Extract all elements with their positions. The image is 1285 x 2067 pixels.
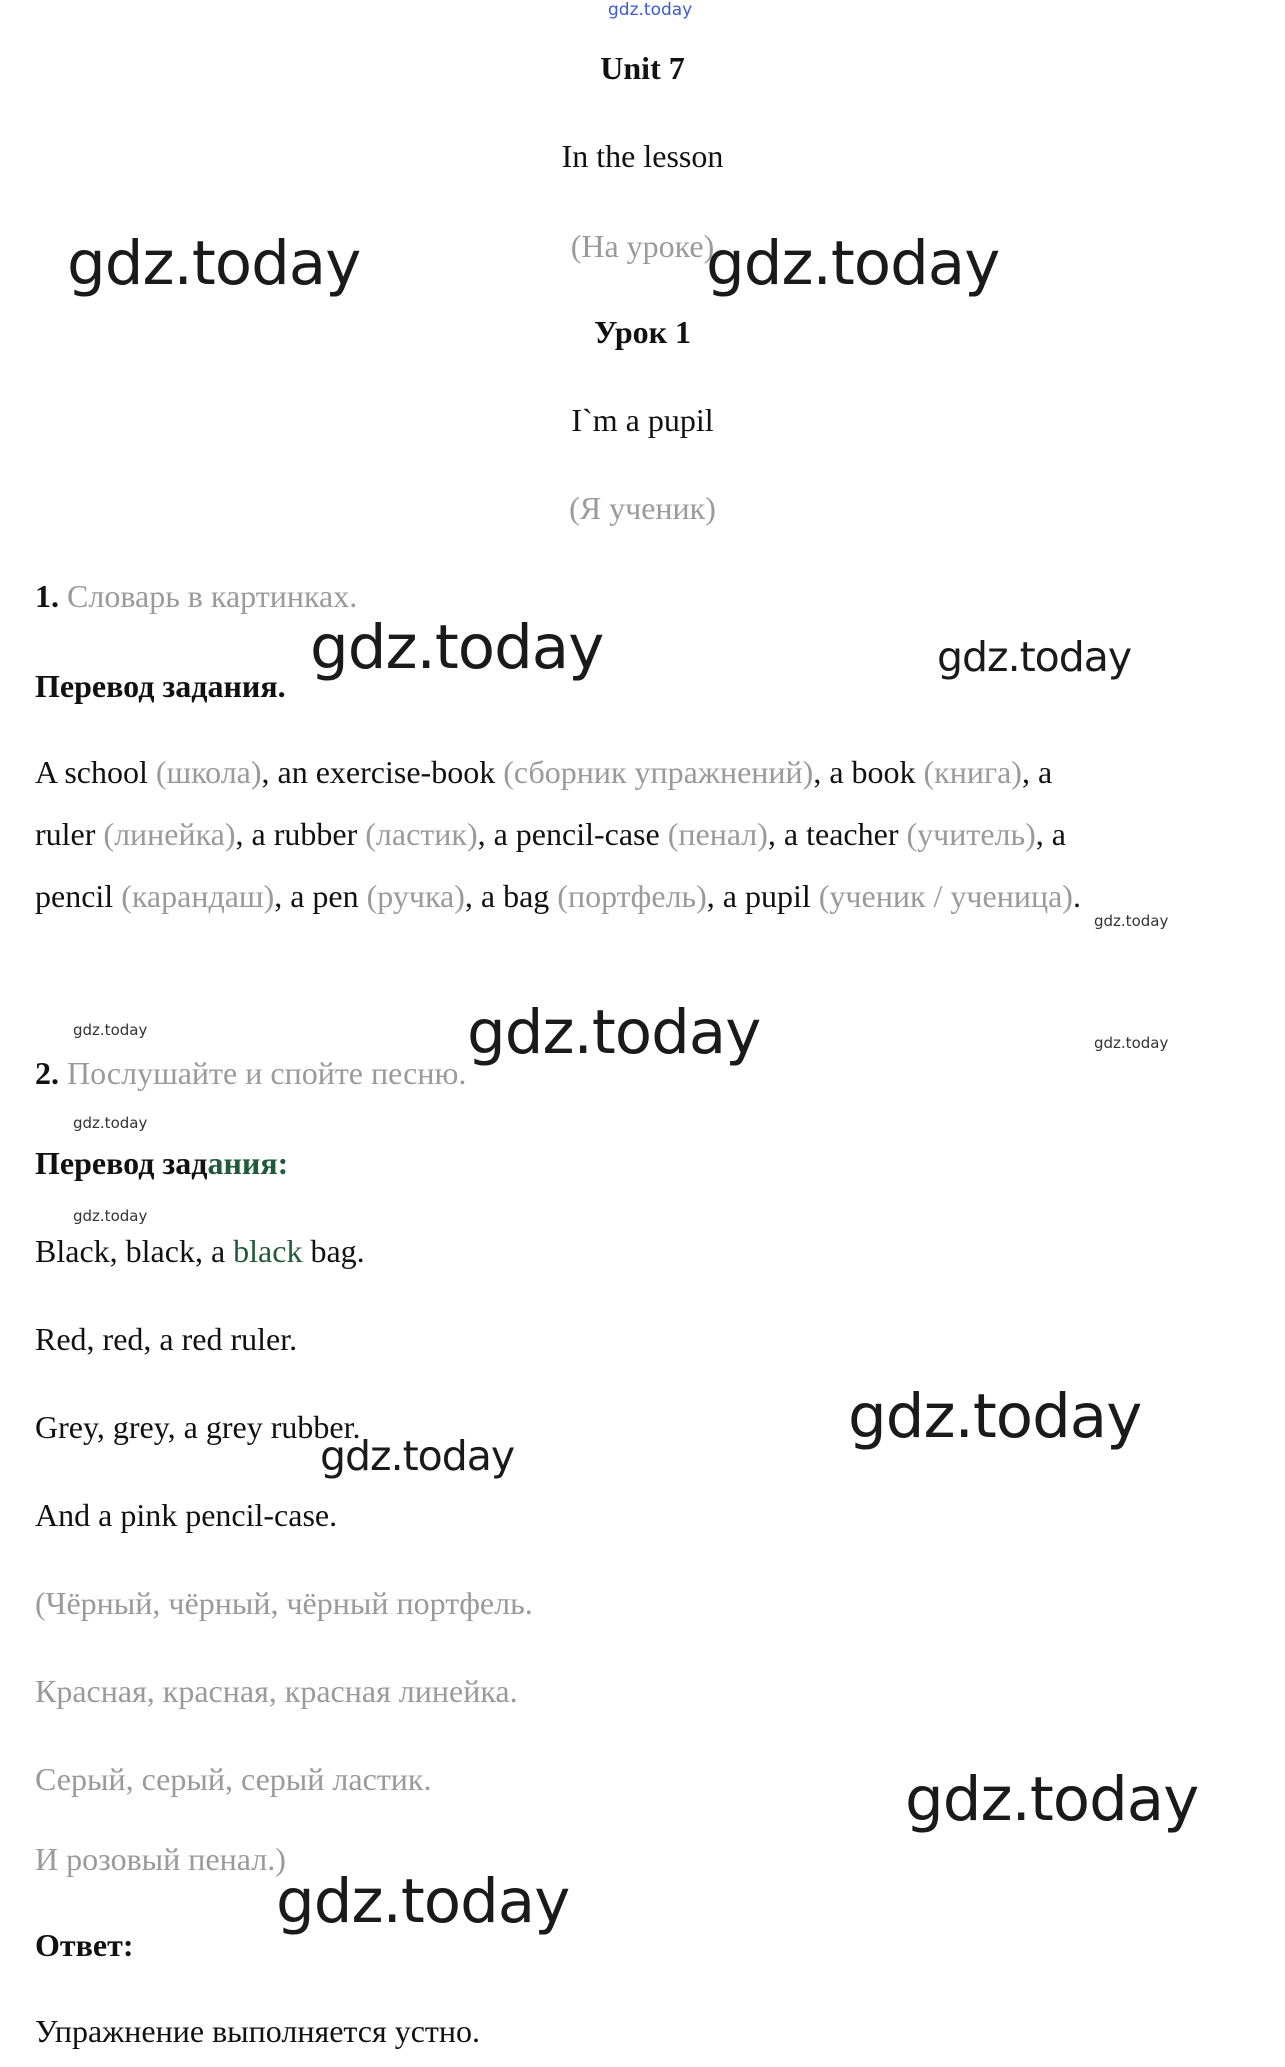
watermark: gdz.today <box>67 228 361 299</box>
unit-title-en: In the lesson <box>561 138 724 174</box>
vocab-word: ruler <box>35 816 104 852</box>
watermark: gdz.today <box>905 1764 1199 1835</box>
exercise1-header <box>35 578 357 615</box>
song-line1-part-a: Black, black, a <box>35 1233 234 1269</box>
exercise2-header <box>35 1055 466 1092</box>
song-en-line-3: Grey, grey, a grey rubber. <box>35 1409 361 1445</box>
song-ru-line-1: (Чёрный, чёрный, чёрный портфель. <box>35 1585 533 1621</box>
answer-label: Ответ: <box>35 1927 134 1963</box>
exercise2-number: 2. <box>35 1055 59 1091</box>
lesson-title-ru: (Я ученик) <box>569 490 716 526</box>
vocab-translation: (школа) <box>155 754 262 790</box>
vocab-line-3 <box>35 878 1081 915</box>
vocab-translation: (портфель) <box>557 878 707 914</box>
vocab-line-1 <box>35 754 1052 791</box>
vocab-word: , a pupil <box>706 878 819 914</box>
exercise1-task: Словарь в картинках. <box>67 578 358 614</box>
vocab-word: . <box>1072 878 1081 914</box>
watermark: gdz.today <box>73 1207 148 1225</box>
vocab-word: , a book <box>813 754 924 790</box>
vocab-word: , a <box>1035 816 1066 852</box>
unit-title-ru: (На уроке) <box>570 228 715 264</box>
vocab-word: , a bag <box>464 878 558 914</box>
vocab-word: A school <box>35 754 156 790</box>
vocab-translation: (учитель) <box>906 816 1036 852</box>
watermark: gdz.today <box>310 612 604 683</box>
translation-label-part-a: Перевод зад <box>35 1145 208 1181</box>
watermark: gdz.today <box>320 1432 515 1480</box>
vocab-word: , a teacher <box>767 816 907 852</box>
answer-text: Упражнение выполняется устно. <box>35 2013 480 2049</box>
vocab-word: , a rubber <box>235 816 366 852</box>
vocab-translation: (ученик / ученица) <box>818 878 1073 914</box>
unit-heading: Unit 7 <box>600 50 685 86</box>
exercise2-translation-label <box>35 1145 288 1182</box>
vocab-word: pencil <box>35 878 122 914</box>
vocab-translation: (книга) <box>923 754 1022 790</box>
vocab-translation: (пенал) <box>667 816 768 852</box>
vocab-translation: (ручка) <box>366 878 465 914</box>
watermark: gdz.today <box>276 1866 570 1937</box>
lesson-heading: Урок 1 <box>593 314 692 350</box>
vocab-word: , a <box>1021 754 1053 790</box>
watermark: gdz.today <box>706 228 1000 299</box>
watermark: gdz.today <box>73 1114 148 1132</box>
song-line1-part-c: bag. <box>302 1233 365 1269</box>
watermark: gdz.today <box>73 1021 148 1039</box>
song-ru-line-4: И розовый пенал.) <box>35 1841 286 1877</box>
vocab-translation: (линейка) <box>103 816 236 852</box>
site-top-link[interactable]: gdz.today <box>608 0 693 20</box>
vocab-translation: (ластик) <box>365 816 478 852</box>
exercise2-task: Послушайте и спойте песню. <box>67 1055 467 1091</box>
watermark: gdz.today <box>937 633 1132 681</box>
vocab-word: , a pencil-case <box>477 816 668 852</box>
watermark: gdz.today <box>467 997 761 1068</box>
vocab-word: , a pen <box>274 878 367 914</box>
exercise1-translation-label: Перевод задания. <box>35 668 286 704</box>
vocab-translation: (карандаш) <box>121 878 275 914</box>
watermark: gdz.today <box>1094 912 1169 930</box>
song-ru-line-3: Серый, серый, серый ластик. <box>35 1761 432 1797</box>
translation-label-part-b: ания: <box>207 1145 289 1181</box>
vocab-line-2 <box>35 816 1066 853</box>
song-en-line-1 <box>35 1233 365 1270</box>
vocab-word: , an exercise-book <box>261 754 504 790</box>
song-en-line-4: And a pink pencil-case. <box>35 1497 338 1533</box>
song-ru-line-2: Красная, красная, красная линейка. <box>35 1673 518 1709</box>
exercise1-number: 1. <box>35 578 59 614</box>
lesson-title-en: I`m a pupil <box>571 402 714 438</box>
song-en-line-2: Red, red, a red ruler. <box>35 1321 298 1357</box>
watermark: gdz.today <box>1094 1034 1169 1052</box>
watermark: gdz.today <box>848 1381 1142 1452</box>
vocab-translation: (сборник упражнений) <box>503 754 814 790</box>
song-line1-part-b: black <box>233 1233 303 1269</box>
